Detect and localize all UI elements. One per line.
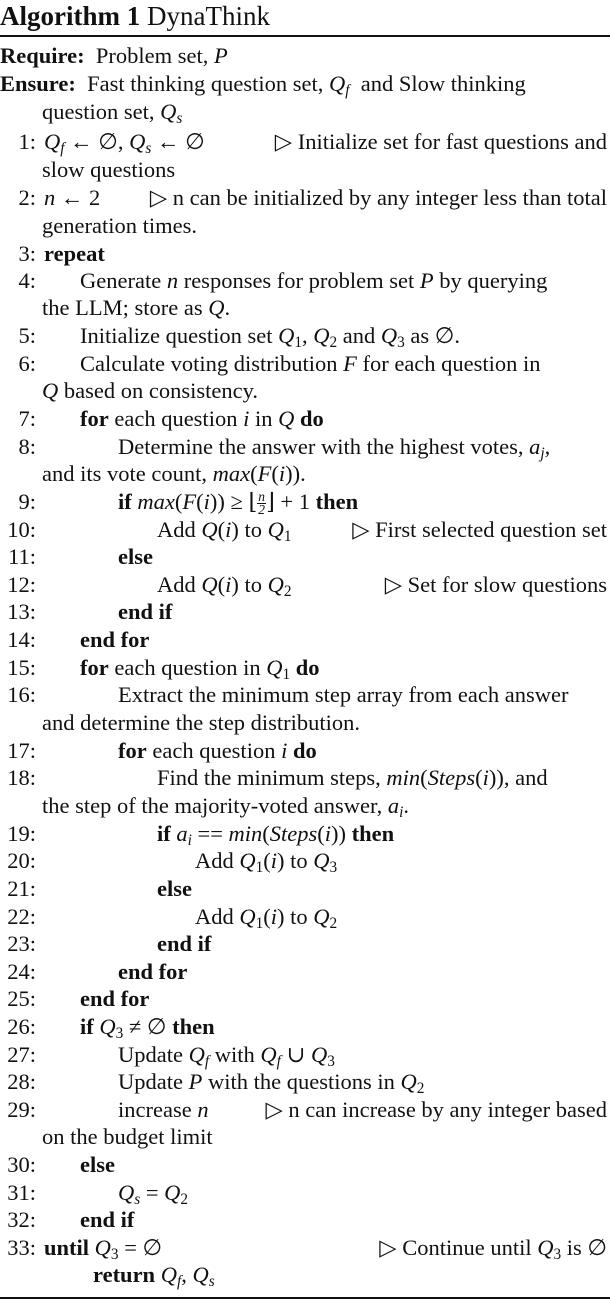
algorithm-label: Algorithm 1	[0, 1, 141, 31]
keyword-end-if: end if	[80, 1207, 135, 1232]
line-number: 4:	[18, 268, 36, 293]
line-number: 29:	[7, 1097, 36, 1122]
algo-line-18-cont: the step of the majority-voted answer, $a_i$.	[42, 793, 409, 821]
algo-line-6-cont: Q based on consistency.	[42, 378, 258, 403]
line-body: for each question in $Q_1$ do	[80, 655, 320, 683]
line-body: increase n	[118, 1097, 209, 1122]
comment: ▷ First selected question set	[352, 517, 607, 542]
algorithm-name: DynaThink	[146, 1, 270, 31]
line-number: 2:	[18, 185, 36, 210]
line-number: 22:	[7, 904, 36, 929]
keyword-else: else	[80, 1152, 115, 1177]
require-text: Problem set, P	[90, 43, 228, 68]
ensure-text: Fast thinking question set, $Q_f$ and Slow thinking	[81, 71, 526, 99]
keyword-end-if: end if	[118, 599, 173, 624]
line-body: Add $Q_1(i)$ to $Q_3$	[195, 848, 338, 876]
line-body: Extract the minimum step array from each answer	[118, 682, 569, 707]
line-body: Calculate voting distribution F for each question in	[80, 351, 541, 376]
line-body: $Q_f$ ← ∅, $Q_s$ ← ∅	[44, 129, 205, 157]
line-body: Add $Q_1(i)$ to $Q_2$	[195, 904, 338, 932]
line-number: 10:	[7, 517, 36, 542]
line-number: 7:	[18, 406, 36, 431]
line-number: 13:	[7, 599, 36, 624]
line-body: if max(F(i)) ≥ ⌊ $\frac{n}{2}$ ⌋ + 1 then	[118, 488, 359, 518]
ensure-keyword: Ensure:	[0, 71, 76, 96]
line-body: n ← 2	[44, 185, 101, 210]
keyword-repeat: repeat	[44, 241, 105, 266]
line-body: if $a_i$ == min(Steps(i)) then	[157, 821, 395, 849]
keyword-else: else	[118, 544, 153, 569]
algo-line-1-cont: slow questions	[42, 157, 176, 182]
line-number: 33:	[7, 1235, 36, 1260]
comment: ▷ n can increase by any integer based	[265, 1097, 607, 1122]
keyword-end-for: end for	[80, 627, 150, 652]
line-number: 16:	[7, 682, 36, 707]
comment: ▷ Initialize set for fast questions and	[274, 129, 607, 154]
ensure-line	[0, 70, 607, 98]
line-body: until $Q_3$ = ∅	[44, 1235, 163, 1263]
keyword-end-for: end for	[80, 986, 150, 1011]
algo-line-2-cont: generation times.	[42, 213, 197, 238]
keyword-else: else	[157, 876, 192, 901]
line-body: Initialize question set $Q_1$, $Q_2$ and $Q_3$ as ∅.	[80, 323, 461, 351]
comment: ▷ n can be initialized by any integer less than total	[149, 185, 607, 210]
line-number: 26:	[7, 1014, 36, 1039]
line-number: 27:	[7, 1042, 36, 1067]
keyword-end-if: end if	[157, 931, 212, 956]
line-number: 17:	[7, 738, 36, 763]
line-number: 9:	[18, 489, 36, 514]
algo-line-16-cont: and determine the step distribution.	[42, 710, 361, 735]
line-number: 24:	[7, 959, 36, 984]
line-body: Add Q(i) to $Q_2$	[157, 572, 292, 600]
algorithm-caption	[0, 0, 270, 34]
bottom-rule	[0, 1297, 610, 1299]
line-body: for each question i in Q do	[80, 406, 324, 431]
line-body: Generate n responses for problem set P by querying	[80, 268, 548, 293]
line-number: 6:	[18, 351, 36, 376]
line-number: 28:	[7, 1069, 36, 1094]
line-body: return $Q_f$, $Q_s$	[93, 1262, 215, 1290]
algo-line-29-cont: on the budget limit	[42, 1124, 213, 1149]
line-body: $Q_s = Q_2$	[118, 1180, 189, 1208]
require-line	[0, 42, 607, 70]
line-number: 25:	[7, 986, 36, 1011]
line-number: 15:	[7, 655, 36, 680]
line-number: 20:	[7, 848, 36, 873]
line-body: Find the minimum steps, min(Steps(i)), and	[157, 765, 548, 790]
line-number: 31:	[7, 1180, 36, 1205]
algo-line-4-cont: the LLM; store as Q.	[42, 295, 231, 320]
line-number: 8:	[18, 434, 36, 459]
line-body: Update $Q_f$ with $Q_f$ ∪ $Q_3$	[118, 1042, 335, 1070]
line-number: 5:	[18, 323, 36, 348]
line-body: for each question i do	[118, 738, 317, 763]
line-number: 30:	[7, 1152, 36, 1177]
line-number: 14:	[7, 627, 36, 652]
line-number: 3:	[18, 241, 36, 266]
line-number: 21:	[7, 876, 36, 901]
top-rule	[0, 35, 610, 37]
keyword-end-for: end for	[118, 959, 188, 984]
require-keyword: Require:	[0, 43, 85, 68]
line-body: if $Q_3$ ≠ ∅ then	[80, 1014, 215, 1042]
line-number: 12:	[7, 572, 36, 597]
line-number: 19:	[7, 821, 36, 846]
line-number: 11:	[8, 544, 36, 569]
ensure-line-cont: question set, $Q_s$	[42, 99, 183, 127]
line-number: 23:	[7, 931, 36, 956]
algo-line-8-cont: and its vote count, max(F(i)).	[42, 461, 306, 486]
line-number: 1:	[18, 129, 36, 154]
comment: ▷ Set for slow questions	[384, 572, 607, 597]
comment: ▷ Continue until $Q_3$ is ∅	[379, 1235, 607, 1263]
line-body: Update P with the questions in $Q_2$	[118, 1069, 425, 1097]
line-number: 18:	[7, 765, 36, 790]
line-number: 32:	[7, 1207, 36, 1232]
line-body: Add Q(i) to $Q_1$	[157, 517, 292, 545]
line-body: Determine the answer with the highest votes, $a_j$,	[118, 434, 551, 462]
